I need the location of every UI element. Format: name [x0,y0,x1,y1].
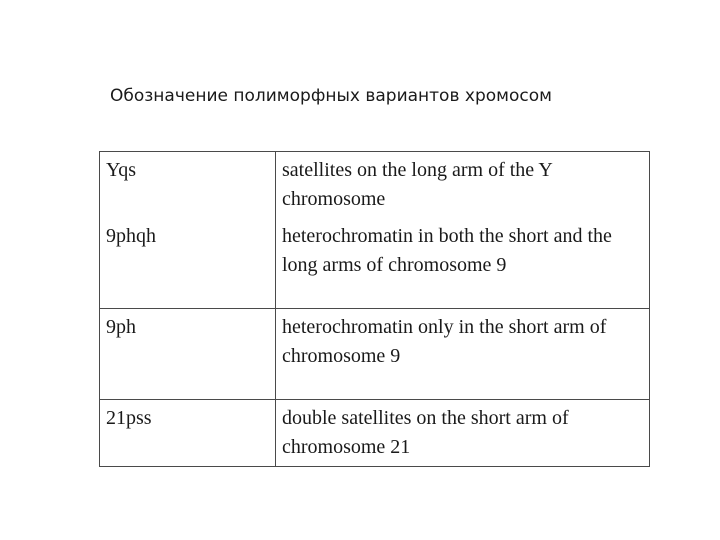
table-row [100,218,650,309]
slide-title: Обозначение полиморфных вариантов хромосом [110,86,552,106]
variant-description: heterochromatin in both the short and the long arms of chromosome 9 [276,218,650,309]
polymorphism-table [99,151,650,467]
variant-code: Yqs [100,152,276,219]
variant-code: 9ph [100,309,276,400]
variant-description: double satellites on the short arm of chromosome 21 [276,400,650,467]
variant-code: 9phqh [100,218,276,309]
variant-code: 21pss [100,400,276,467]
table-row [100,309,650,400]
variant-description: satellites on the long arm of the Y chromosome [276,152,650,219]
table-row [100,400,650,467]
variant-description: heterochromatin only in the short arm of chromosome 9 [276,309,650,400]
table-row [100,152,650,219]
